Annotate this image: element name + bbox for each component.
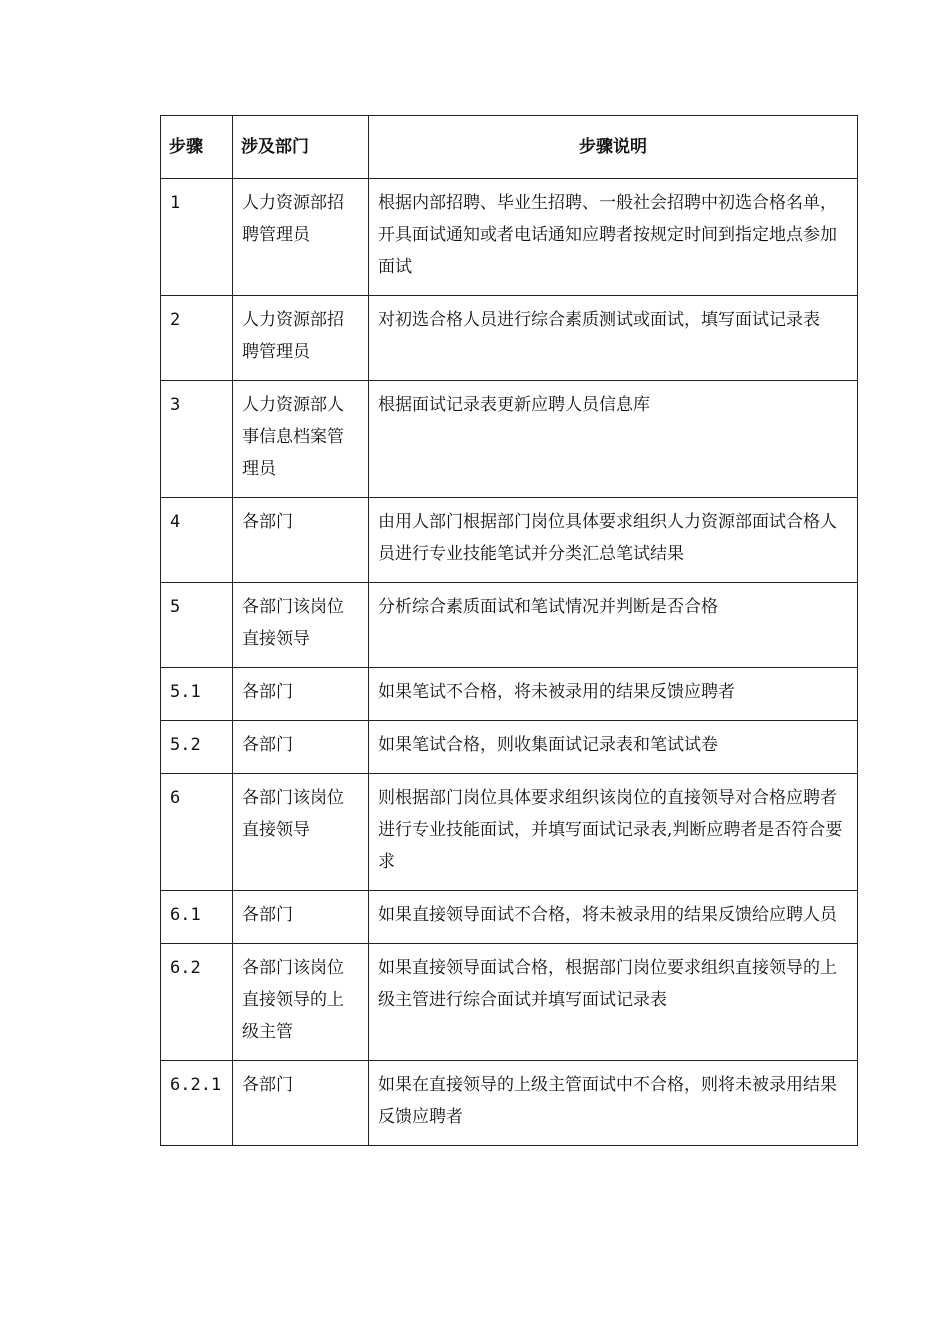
department-cell: 人力资源部人事信息档案管理员 bbox=[233, 381, 369, 498]
step-cell: 5.1 bbox=[161, 668, 233, 721]
step-cell: 1 bbox=[161, 179, 233, 296]
description-cell: 则根据部门岗位具体要求组织该岗位的直接领导对合格应聘者进行专业技能面试，并填写面试记录表,判断应聘者是否符合要求 bbox=[369, 774, 858, 891]
department-cell: 各部门该岗位直接领导的上级主管 bbox=[233, 944, 369, 1061]
table-row bbox=[161, 891, 858, 944]
table-header-row bbox=[161, 116, 858, 179]
table-row bbox=[161, 381, 858, 498]
description-cell: 根据内部招聘、毕业生招聘、一般社会招聘中初选合格名单，开具面试通知或者电话通知应聘者按规定时间到指定地点参加面试 bbox=[369, 179, 858, 296]
description-cell: 如果直接领导面试合格，根据部门岗位要求组织直接领导的上级主管进行综合面试并填写面试记录表 bbox=[369, 944, 858, 1061]
step-cell: 5.2 bbox=[161, 721, 233, 774]
description-cell: 根据面试记录表更新应聘人员信息库 bbox=[369, 381, 858, 498]
department-cell: 各部门 bbox=[233, 891, 369, 944]
table-row bbox=[161, 583, 858, 668]
department-cell: 各部门 bbox=[233, 668, 369, 721]
step-cell: 6.2 bbox=[161, 944, 233, 1061]
table-row bbox=[161, 1061, 858, 1146]
description-cell: 分析综合素质面试和笔试情况并判断是否合格 bbox=[369, 583, 858, 668]
step-cell: 4 bbox=[161, 498, 233, 583]
table-row bbox=[161, 498, 858, 583]
step-cell: 6.1 bbox=[161, 891, 233, 944]
step-cell: 5 bbox=[161, 583, 233, 668]
description-cell: 如果直接领导面试不合格，将未被录用的结果反馈给应聘人员 bbox=[369, 891, 858, 944]
description-cell: 由用人部门根据部门岗位具体要求组织人力资源部面试合格人员进行专业技能笔试并分类汇总笔试结果 bbox=[369, 498, 858, 583]
department-cell: 各部门 bbox=[233, 1061, 369, 1146]
department-cell: 人力资源部招聘管理员 bbox=[233, 179, 369, 296]
description-cell: 如果在直接领导的上级主管面试中不合格，则将未被录用结果反馈应聘者 bbox=[369, 1061, 858, 1146]
table-row bbox=[161, 774, 858, 891]
table-row bbox=[161, 721, 858, 774]
header-description: 步骤说明 bbox=[369, 116, 858, 179]
steps-table bbox=[160, 115, 858, 1146]
department-cell: 各部门 bbox=[233, 498, 369, 583]
header-department: 涉及部门 bbox=[233, 116, 369, 179]
step-cell: 3 bbox=[161, 381, 233, 498]
table-row bbox=[161, 668, 858, 721]
table-row bbox=[161, 944, 858, 1061]
step-cell: 6 bbox=[161, 774, 233, 891]
description-cell: 如果笔试合格，则收集面试记录表和笔试试卷 bbox=[369, 721, 858, 774]
table-row bbox=[161, 296, 858, 381]
header-step: 步骤 bbox=[161, 116, 233, 179]
department-cell: 各部门该岗位直接领导 bbox=[233, 774, 369, 891]
description-cell: 对初选合格人员进行综合素质测试或面试，填写面试记录表 bbox=[369, 296, 858, 381]
step-cell: 2 bbox=[161, 296, 233, 381]
department-cell: 人力资源部招聘管理员 bbox=[233, 296, 369, 381]
department-cell: 各部门该岗位直接领导 bbox=[233, 583, 369, 668]
step-cell: 6.2.1 bbox=[161, 1061, 233, 1146]
table-row bbox=[161, 179, 858, 296]
description-cell: 如果笔试不合格，将未被录用的结果反馈应聘者 bbox=[369, 668, 858, 721]
department-cell: 各部门 bbox=[233, 721, 369, 774]
